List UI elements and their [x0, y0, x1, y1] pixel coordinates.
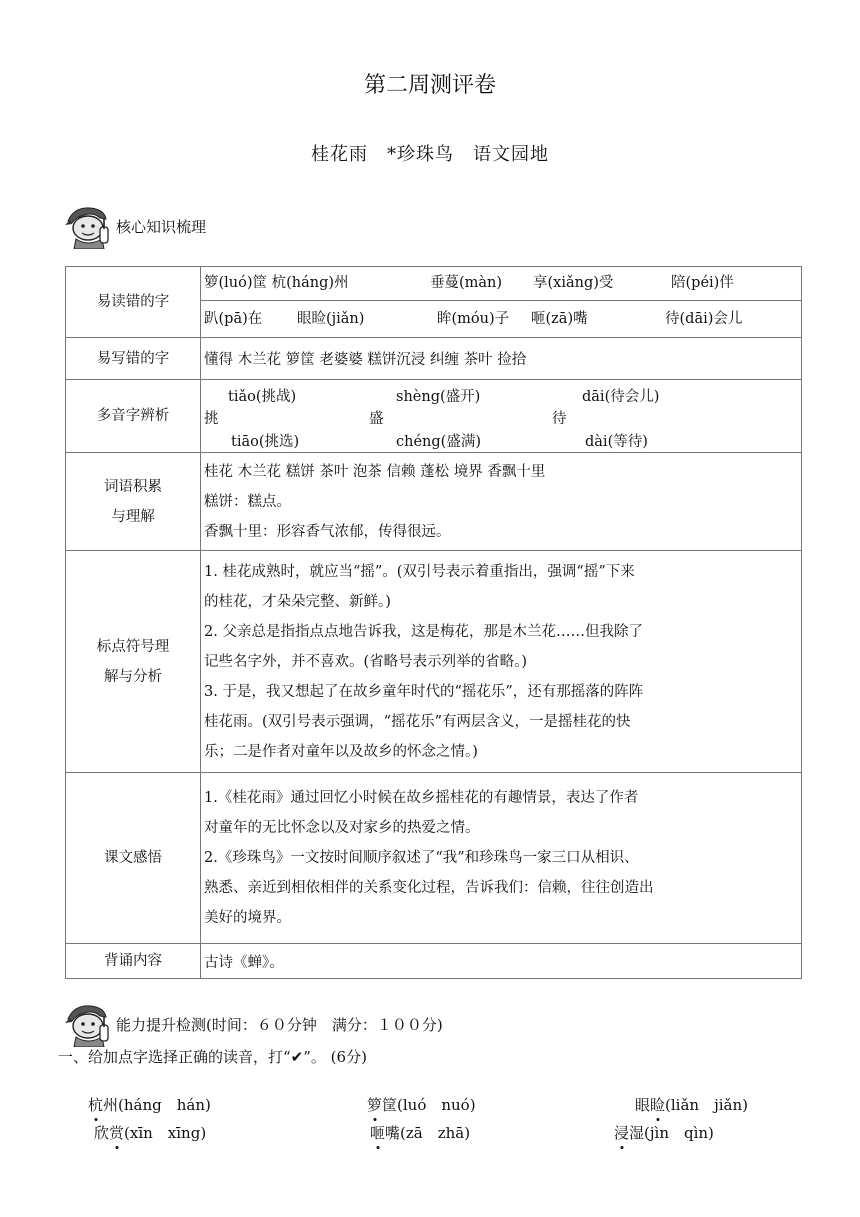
- row-header: 多音字辨析: [66, 380, 201, 453]
- row-header: 课文感悟: [66, 773, 201, 944]
- cartoon-boy-icon: [60, 203, 118, 249]
- row-content: 桂花 木兰花 糕饼 茶叶 泡茶 信赖 蓬松 境界 香飘十里 糕饼：糕点。 香飘十里：形容香气浓郁，传得很远。: [201, 453, 802, 551]
- table-row: [66, 338, 802, 380]
- cartoon-boy-icon: [60, 1001, 118, 1047]
- row-content: [201, 267, 802, 338]
- table-row: [66, 267, 802, 338]
- table-row: [66, 380, 802, 453]
- row-header: 词语积累 与理解: [66, 453, 201, 551]
- row-content: 古诗《蝉》。: [201, 944, 802, 979]
- section-label: 核心知识梳理: [116, 217, 207, 236]
- row-header: 标点符号理 解与分析: [66, 551, 201, 773]
- reading-option: 浸湿(jìn qìn): [614, 1124, 714, 1142]
- table-row: [66, 551, 802, 773]
- question-1: 一、给加点字选择正确的读音，打“✔”。 (6分): [58, 1048, 367, 1066]
- row-header: 易写错的字: [66, 338, 201, 380]
- reading-option: 杭州(háng hán): [88, 1096, 211, 1114]
- pinyin-line: 趴(pā)在 眼睑(jiǎn) 眸(móu)子 咂(zā)嘴 待(dāi)会儿: [204, 311, 743, 327]
- row-content: 1. 桂花成熟时，就应当“摇”。(双引号表示着重指出，强调“摇”下来 的桂花，才朵朵完整、新鲜。) 2. 父亲总是指指点点地告诉我，这是梅花，那是木兰花……但我除了 记些名字外，并不喜欢。(省略号表示列举的省略。) 3. 于是，我又想起了在故乡童年时代的“摇花乐”，还有那摇落的阵阵 桂花雨。(双引号表示强调，“摇花乐”有两层含义，一是摇桂花的快 乐；二是作者对童年以及故乡的怀念之情。): [201, 551, 802, 773]
- row-content: 懂得 木兰花 箩筐 老婆婆 糕饼沉浸 纠缠 茶叶 捡拾: [201, 338, 802, 380]
- table-row: [66, 944, 802, 979]
- page-subtitle: 桂花雨 *珍珠鸟 语文园地: [311, 144, 549, 165]
- knowledge-table: [65, 266, 802, 979]
- table-row: [66, 453, 802, 551]
- pinyin-line: 箩(luó)筐 杭(háng)州 垂蔓(màn) 享(xiǎng)受 陪(péi)伴: [201, 267, 801, 301]
- reading-option: 咂嘴(zā zhā): [370, 1124, 471, 1142]
- row-header: 背诵内容: [66, 944, 201, 979]
- section-header-knowledge: [60, 204, 206, 248]
- polyphone-block: tiǎo(挑战) shèng(盛开) dāi(待会儿) 挑 盛 待 tiāo(挑选) chéng(盛满) dài(等待): [204, 389, 660, 450]
- row-header: 易读错的字: [66, 267, 201, 338]
- row-content: 1.《桂花雨》通过回忆小时候在故乡摇桂花的有趣情景，表达了作者 对童年的无比怀念以及对家乡的热爱之情。 2.《珍珠鸟》一文按时间顺序叙述了“我”和珍珠鸟一家三口从相识、 熟悉、亲近到相依相伴的关系变化过程，告诉我们：信赖，往往创造出 美好的境界。: [201, 773, 802, 944]
- section-header-test: [60, 1002, 443, 1046]
- reading-option: 箩筐(luó nuó): [367, 1096, 476, 1114]
- reading-option: 眼睑(liǎn jiǎn): [635, 1096, 748, 1114]
- reading-option: 欣赏(xīn xīng): [94, 1124, 207, 1142]
- table-row: [66, 773, 802, 944]
- page-title: 第二周测评卷: [363, 73, 496, 98]
- row-content: [201, 380, 802, 453]
- section-label: 能力提升检测(时间：６０分钟 满分：１００分): [116, 1015, 443, 1034]
